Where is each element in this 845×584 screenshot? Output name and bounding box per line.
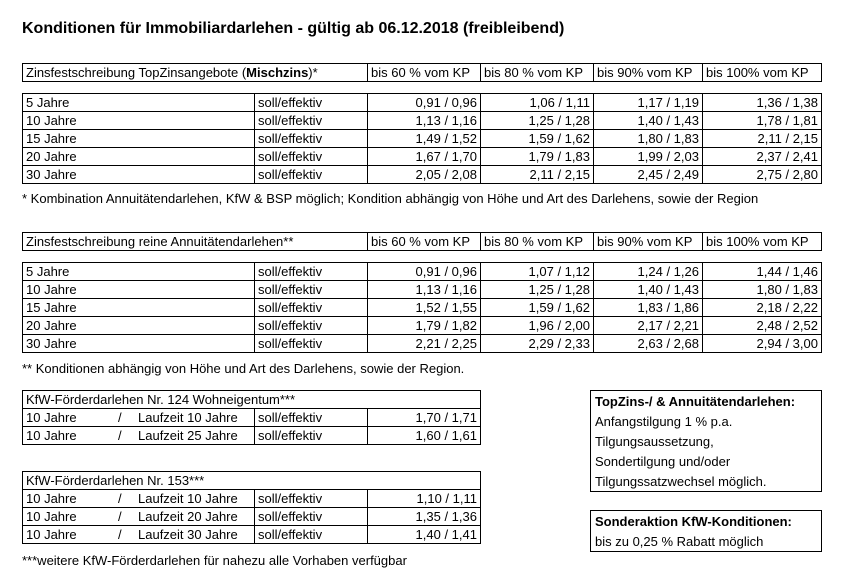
table-row xyxy=(23,317,822,335)
value-cell: 2,17 / 2,21 xyxy=(594,317,703,335)
value-cell: 2,94 / 3,00 xyxy=(703,335,822,353)
kfw124-table xyxy=(22,390,481,445)
value-cell: 1,99 / 2,03 xyxy=(594,148,703,166)
value-cell: 1,83 / 1,86 xyxy=(594,299,703,317)
value-cell: 1,67 / 1,70 xyxy=(368,148,481,166)
value-cell: 0,91 / 0,96 xyxy=(368,263,481,281)
value-cell: 1,60 / 1,61 xyxy=(368,427,481,445)
info-box-tilgung-heading: TopZins-/ & Annuitätendarlehen: xyxy=(595,394,796,409)
value-cell: 1,17 / 1,19 xyxy=(594,94,703,112)
type-cell: soll/effektiv xyxy=(255,317,368,335)
table2-footnote: ** Konditionen abhängig von Höhe und Art des Darlehens, sowie der Region. xyxy=(22,361,465,376)
info-box-kfw-aktion xyxy=(590,510,822,552)
term-cell: 20 Jahre xyxy=(23,317,255,335)
table-row xyxy=(23,299,822,317)
term-cell: 20 Jahre xyxy=(23,148,255,166)
term-cell: 10 Jahre / Laufzeit 30 Jahre xyxy=(23,526,255,544)
table-row xyxy=(23,427,481,445)
table2-body xyxy=(22,262,822,353)
value-cell: 1,70 / 1,71 xyxy=(368,409,481,427)
type-cell: soll/effektiv xyxy=(255,299,368,317)
value-cell: 2,18 / 2,22 xyxy=(703,299,822,317)
value-cell: 1,07 / 1,12 xyxy=(481,263,594,281)
term-cell: 10 Jahre / Laufzeit 10 Jahre xyxy=(23,490,255,508)
info-box-line: Tilgungssatzwechsel möglich. xyxy=(595,474,767,489)
info-box-tilgung xyxy=(590,390,822,492)
table2-header xyxy=(22,232,822,251)
term-cell: 15 Jahre xyxy=(23,299,255,317)
table2-col-90: bis 90% vom KP xyxy=(594,233,703,251)
table-row xyxy=(23,130,822,148)
type-cell: soll/effektiv xyxy=(255,112,368,130)
value-cell: 1,13 / 1,16 xyxy=(368,112,481,130)
table2-col-80: bis 80 % vom KP xyxy=(481,233,594,251)
info-box-line: Sondertilgung und/oder xyxy=(595,454,731,469)
table-row xyxy=(23,166,822,184)
table2-col-60: bis 60 % vom KP xyxy=(368,233,481,251)
table-row xyxy=(23,281,822,299)
table-row xyxy=(23,94,822,112)
value-cell: 1,25 / 1,28 xyxy=(481,281,594,299)
table1-col-90: bis 90% vom KP xyxy=(594,64,703,82)
value-cell: 1,52 / 1,55 xyxy=(368,299,481,317)
value-cell: 2,75 / 2,80 xyxy=(703,166,822,184)
value-cell: 2,45 / 2,49 xyxy=(594,166,703,184)
table-row xyxy=(23,263,822,281)
info-box-line: Tilgungsaussetzung, xyxy=(595,434,714,449)
type-cell: soll/effektiv xyxy=(255,490,368,508)
table1-col-100: bis 100% vom KP xyxy=(703,64,822,82)
value-cell: 1,79 / 1,82 xyxy=(368,317,481,335)
page-title: Konditionen für Immobiliardarlehen - gültig ab 06.12.2018 (freibleibend) xyxy=(22,20,565,37)
table-row xyxy=(23,526,481,544)
value-cell: 1,78 / 1,81 xyxy=(703,112,822,130)
value-cell: 1,35 / 1,36 xyxy=(368,508,481,526)
table2-col-100: bis 100% vom KP xyxy=(703,233,822,251)
table-row xyxy=(23,148,822,166)
type-cell: soll/effektiv xyxy=(255,427,368,445)
term-cell: 10 Jahre / Laufzeit 25 Jahre xyxy=(23,427,255,445)
info-box-kfw-aktion-heading: Sonderaktion KfW-Konditionen: xyxy=(595,514,792,529)
value-cell: 2,21 / 2,25 xyxy=(368,335,481,353)
type-cell: soll/effektiv xyxy=(255,526,368,544)
table1-header-bold: Mischzins xyxy=(246,65,309,80)
value-cell: 1,59 / 1,62 xyxy=(481,299,594,317)
table-row xyxy=(23,490,481,508)
type-cell: soll/effektiv xyxy=(255,409,368,427)
term-cell: 30 Jahre xyxy=(23,335,255,353)
value-cell: 1,36 / 1,38 xyxy=(703,94,822,112)
value-cell: 1,80 / 1,83 xyxy=(594,130,703,148)
term-cell: 30 Jahre xyxy=(23,166,255,184)
value-cell: 1,79 / 1,83 xyxy=(481,148,594,166)
term-cell: 10 Jahre xyxy=(23,281,255,299)
value-cell: 1,06 / 1,11 xyxy=(481,94,594,112)
value-cell: 2,29 / 2,33 xyxy=(481,335,594,353)
table-row xyxy=(23,335,822,353)
table-row xyxy=(23,112,822,130)
value-cell: 2,48 / 2,52 xyxy=(703,317,822,335)
value-cell: 1,40 / 1,41 xyxy=(368,526,481,544)
table2-header-label: Zinsfestschreibung reine Annuitätendarlehen** xyxy=(23,233,368,251)
type-cell: soll/effektiv xyxy=(255,166,368,184)
value-cell: 2,11 / 2,15 xyxy=(703,130,822,148)
table1-col-60: bis 60 % vom KP xyxy=(368,64,481,82)
table1-col-80: bis 80 % vom KP xyxy=(481,64,594,82)
kfw124-header: KfW-Förderdarlehen Nr. 124 Wohneigentum*** xyxy=(23,391,481,409)
term-cell: 15 Jahre xyxy=(23,130,255,148)
type-cell: soll/effektiv xyxy=(255,148,368,166)
type-cell: soll/effektiv xyxy=(255,263,368,281)
value-cell: 1,49 / 1,52 xyxy=(368,130,481,148)
type-cell: soll/effektiv xyxy=(255,94,368,112)
info-box-line: Anfangstilgung 1 % p.a. xyxy=(595,414,733,429)
value-cell: 1,24 / 1,26 xyxy=(594,263,703,281)
table1-body xyxy=(22,93,822,184)
value-cell: 1,80 / 1,83 xyxy=(703,281,822,299)
value-cell: 1,13 / 1,16 xyxy=(368,281,481,299)
value-cell: 2,11 / 2,15 xyxy=(481,166,594,184)
value-cell: 2,05 / 2,08 xyxy=(368,166,481,184)
kfw153-header: KfW-Förderdarlehen Nr. 153*** xyxy=(23,472,481,490)
value-cell: 0,91 / 0,96 xyxy=(368,94,481,112)
kfw153-table xyxy=(22,471,481,544)
type-cell: soll/effektiv xyxy=(255,508,368,526)
term-cell: 10 Jahre xyxy=(23,112,255,130)
info-box-line: bis zu 0,25 % Rabatt möglich xyxy=(595,534,764,549)
value-cell: 1,25 / 1,28 xyxy=(481,112,594,130)
value-cell: 1,44 / 1,46 xyxy=(703,263,822,281)
type-cell: soll/effektiv xyxy=(255,130,368,148)
value-cell: 1,40 / 1,43 xyxy=(594,281,703,299)
table-row xyxy=(23,508,481,526)
type-cell: soll/effektiv xyxy=(255,335,368,353)
type-cell: soll/effektiv xyxy=(255,281,368,299)
value-cell: 1,40 / 1,43 xyxy=(594,112,703,130)
value-cell: 1,10 / 1,11 xyxy=(368,490,481,508)
term-cell: 5 Jahre xyxy=(23,94,255,112)
table1-header xyxy=(22,63,822,82)
term-cell: 10 Jahre / Laufzeit 20 Jahre xyxy=(23,508,255,526)
table1-header-label: Zinsfestschreibung TopZinsangebote (Mischzins)* xyxy=(23,64,368,82)
value-cell: 2,63 / 2,68 xyxy=(594,335,703,353)
term-cell: 5 Jahre xyxy=(23,263,255,281)
term-cell: 10 Jahre / Laufzeit 10 Jahre xyxy=(23,409,255,427)
value-cell: 2,37 / 2,41 xyxy=(703,148,822,166)
table-row xyxy=(23,409,481,427)
value-cell: 1,59 / 1,62 xyxy=(481,130,594,148)
kfw153-footnote: ***weitere KfW-Förderdarlehen für nahezu alle Vorhaben verfügbar xyxy=(22,553,407,568)
value-cell: 1,96 / 2,00 xyxy=(481,317,594,335)
table1-footnote: * Kombination Annuitätendarlehen, KfW & BSP möglich; Kondition abhängig von Höhe und Art des Darlehens, sowie der Region xyxy=(22,191,759,206)
